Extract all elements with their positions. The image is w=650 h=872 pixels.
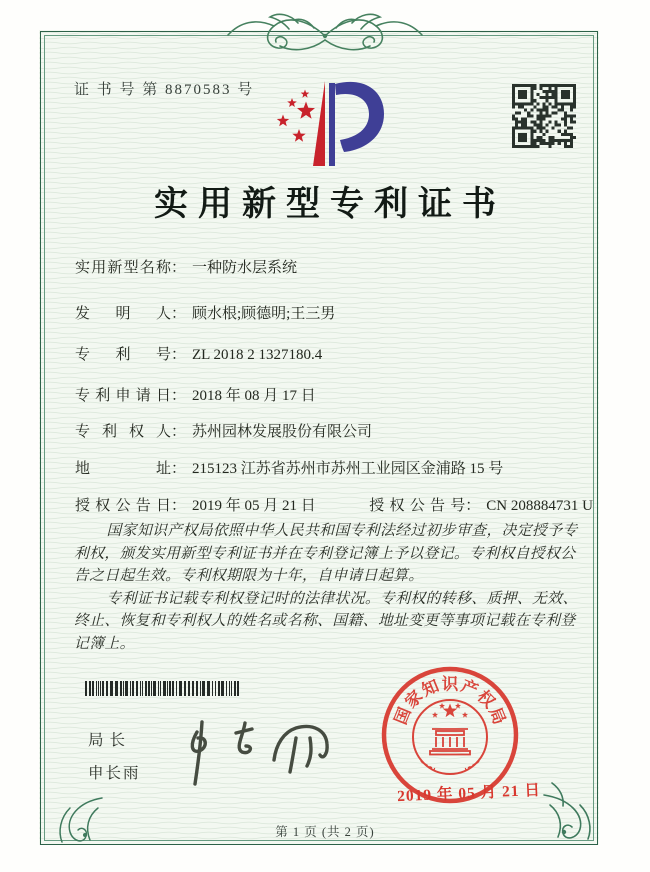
seal-character: 权 bbox=[473, 686, 499, 712]
seal-date: 2019 年 05 月 21 日 bbox=[396, 781, 542, 806]
star-icon bbox=[277, 115, 289, 127]
seal-character: 识 bbox=[441, 674, 459, 694]
grant-row bbox=[75, 494, 593, 515]
field-row bbox=[75, 256, 297, 277]
field-label: 发明人 bbox=[75, 306, 171, 322]
colon: ： bbox=[171, 424, 187, 440]
field-label: 实用新型名称 bbox=[75, 260, 171, 276]
director-block bbox=[88, 728, 141, 783]
star-icon bbox=[301, 90, 310, 98]
field-label: 地址 bbox=[75, 461, 171, 477]
legal-text-section bbox=[74, 520, 580, 655]
legal-paragraph: 专利证书记载专利权登记时的法律状况。专利权的转移、质押、无效、终止、恢复和专利权人的姓名或名称、国籍、地址变更等事项记载在专利登记簿上。 bbox=[74, 590, 578, 652]
star-icon bbox=[443, 704, 457, 718]
colon: ： bbox=[171, 347, 187, 363]
director-name: 申长雨 bbox=[88, 765, 141, 782]
field-value: 顾水根;顾德明;王三男 bbox=[192, 306, 336, 322]
star-icon bbox=[462, 712, 468, 718]
seal-character: 知 bbox=[419, 675, 442, 700]
colon: ： bbox=[465, 498, 481, 514]
field-value: 2018 年 08 月 17 日 bbox=[192, 388, 316, 404]
top-scroll-ornament-icon bbox=[226, 6, 424, 58]
seal-character: 局 bbox=[485, 704, 510, 728]
colon: ： bbox=[171, 306, 187, 322]
director-signature-handwriting bbox=[172, 698, 357, 803]
seal-character: 国 bbox=[390, 704, 415, 728]
page-number: 第 1 页 (共 2 页) bbox=[275, 825, 375, 839]
colon: ： bbox=[171, 388, 187, 404]
field-value: 215123 江苏省苏州市苏州工业园区金浦路 15 号 bbox=[192, 461, 504, 477]
star-icon bbox=[287, 98, 297, 107]
grant-date-value: 2019 年 05 月 21 日 bbox=[192, 498, 316, 514]
star-icon bbox=[297, 102, 315, 119]
legal-paragraph: 国家知识产权局依照中华人民共和国专利法经过初步审查，决定授予专利权，颁发实用新型专利证书并在专利登记簿上予以登记。专利权自授权公告之日起生效。专利权期限为十年，自申请日起算。 bbox=[74, 523, 578, 584]
field-value: ZL 2018 2 1327180.4 bbox=[192, 347, 323, 363]
field-value: 一种防水层系统 bbox=[192, 260, 298, 276]
colon: ： bbox=[171, 498, 187, 514]
field-row bbox=[75, 302, 335, 323]
field-label: 专利权人 bbox=[75, 424, 171, 440]
grant-date-label: 授权公告日 bbox=[75, 498, 171, 514]
certificate-number: 证 书 号 第 8870583 号 bbox=[74, 82, 255, 98]
colon: ： bbox=[171, 461, 187, 477]
field-row bbox=[75, 384, 316, 405]
star-icon bbox=[439, 703, 445, 709]
field-value: 苏州园林发展股份有限公司 bbox=[192, 424, 373, 440]
star-icon bbox=[455, 703, 461, 709]
field-label: 专利申请日 bbox=[75, 388, 171, 404]
qr-code bbox=[512, 84, 576, 148]
colon: ： bbox=[171, 260, 187, 276]
field-label: 专利号 bbox=[75, 347, 171, 363]
field-row bbox=[75, 343, 322, 364]
cnipa-logo-icon bbox=[256, 74, 401, 180]
grant-no-value: CN 208884731 U bbox=[486, 498, 593, 514]
star-icon bbox=[432, 712, 438, 718]
certificate-title: 实用新型专利证书 bbox=[154, 186, 506, 223]
seal-character: 家 bbox=[401, 686, 427, 712]
star-icon bbox=[292, 129, 305, 142]
field-row bbox=[75, 457, 503, 478]
seal-gate-emblem bbox=[421, 729, 479, 769]
field-row bbox=[75, 420, 372, 441]
barcode bbox=[85, 681, 245, 697]
director-title: 局长 bbox=[88, 732, 132, 749]
seal-character: 产 bbox=[458, 675, 481, 700]
grant-no-label: 授权公告号 bbox=[369, 498, 466, 514]
